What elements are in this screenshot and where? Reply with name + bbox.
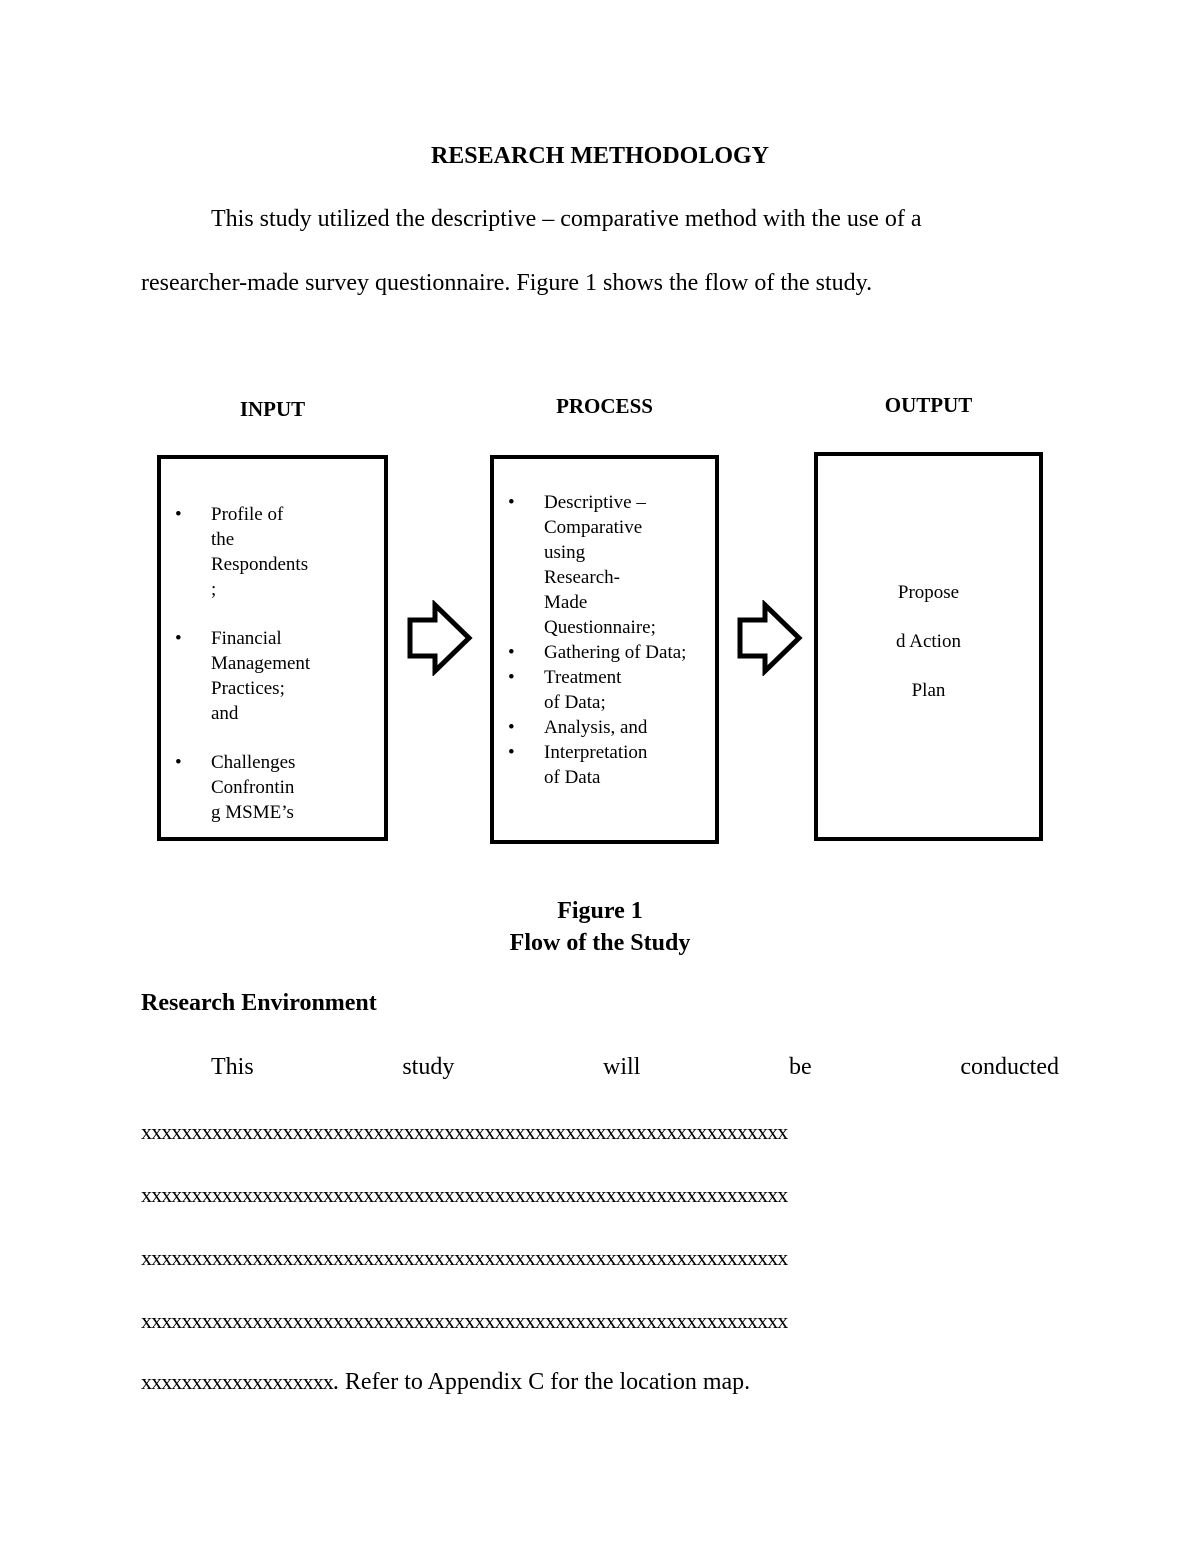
word: will [603,1054,641,1080]
input-item-line: Practices; [211,678,285,699]
process-item-line: Gathering of Data; [544,642,687,663]
process-item [508,490,719,640]
process-item [508,740,719,790]
input-item-line: ; [211,579,217,600]
process-item-line: Questionnaire; [544,617,656,638]
word: This [211,1054,254,1080]
input-item-line: Challenges [211,752,296,773]
section-heading: Research Environment [141,990,377,1016]
output-box [814,452,1043,841]
input-item-line: Profile of [211,504,284,525]
process-heading: PROCESS [556,394,653,418]
process-item [508,640,719,665]
output-heading: OUTPUT [884,393,973,417]
process-item-line: Treatment [544,667,622,688]
bullet-icon: • [508,667,515,688]
bullet-icon: • [175,628,182,649]
bullet-icon: • [508,642,515,663]
process-item [508,715,719,740]
intro-line-1: This study utilized the descriptive – comparative method with the use of a [211,206,922,232]
process-item [508,665,719,715]
process-item-line: Made [544,592,588,613]
output-text [818,568,1039,715]
input-item-line: and [211,703,239,724]
bullet-icon: • [175,504,182,525]
placeholder-line: xxxxxxxxxxxxxxxxxxxxxxxxxxxxxxxxxxxxxxxxxxxxxxxxxxxxxxxxxxxxxxxx [141,1308,788,1333]
input-item-line: Management [211,653,311,674]
input-item [175,502,381,602]
page-title: RESEARCH METHODOLOGY [430,143,770,169]
bullet-icon: • [508,742,515,763]
process-item-line: Interpretation [544,742,648,763]
appendix-reference: . Refer to Appendix C for the location map. [332,1369,751,1395]
input-list [175,502,381,825]
process-box [490,455,719,844]
input-box [157,455,388,841]
input-item-line: Financial [211,628,282,649]
process-item-line: of Data; [544,692,606,713]
output-line: d Action [896,631,961,652]
process-item-line: using [544,542,586,563]
figure-title: Flow of the Study [509,930,691,956]
process-item-line: Analysis, and [544,717,648,738]
input-heading: INPUT [239,397,306,421]
output-line: Propose [897,582,960,603]
process-item-line: Comparative [544,517,643,538]
word: study [402,1054,455,1080]
right-arrow-icon [735,600,803,676]
intro-line-2: researcher-made survey questionnaire. Figure 1 shows the flow of the study. [141,270,873,296]
placeholder-line: xxxxxxxxxxxxxxxxxxxxxxxxxxxxxxxxxxxxxxxxxxxxxxxxxxxxxxxxxxxxxxxx [141,1182,788,1207]
process-item-line: Research- [544,567,620,588]
right-arrow-icon [405,600,473,676]
input-item-line: Confrontin [211,777,295,798]
process-item-line: of Data [544,767,601,788]
bullet-icon: • [508,717,515,738]
bullet-icon: • [508,492,515,513]
placeholder-line: xxxxxxxxxxxxxxxxxxxxxxxxxxxxxxxxxxxxxxxxxxxxxxxxxxxxxxxxxxxxxxxx [141,1245,788,1270]
input-item [175,750,381,825]
input-item-line: the [211,529,235,550]
word: be [789,1054,812,1080]
process-item-line: Descriptive – [544,492,646,513]
environment-last-line [141,1369,750,1396]
input-item [175,626,381,726]
figure-number: Figure 1 [557,898,643,924]
environment-line-1 [211,1054,1059,1081]
word: conducted [960,1054,1059,1080]
figure-caption [0,895,1200,959]
input-item-line: Respondents [211,554,309,575]
input-item-line: g MSME’s [211,802,294,823]
output-line: Plan [911,680,946,701]
bullet-icon: • [175,752,182,773]
placeholder-fragment: xxxxxxxxxxxxxxxxxxx [141,1369,333,1394]
process-list [508,490,719,790]
placeholder-line: xxxxxxxxxxxxxxxxxxxxxxxxxxxxxxxxxxxxxxxxxxxxxxxxxxxxxxxxxxxxxxxx [141,1119,788,1144]
